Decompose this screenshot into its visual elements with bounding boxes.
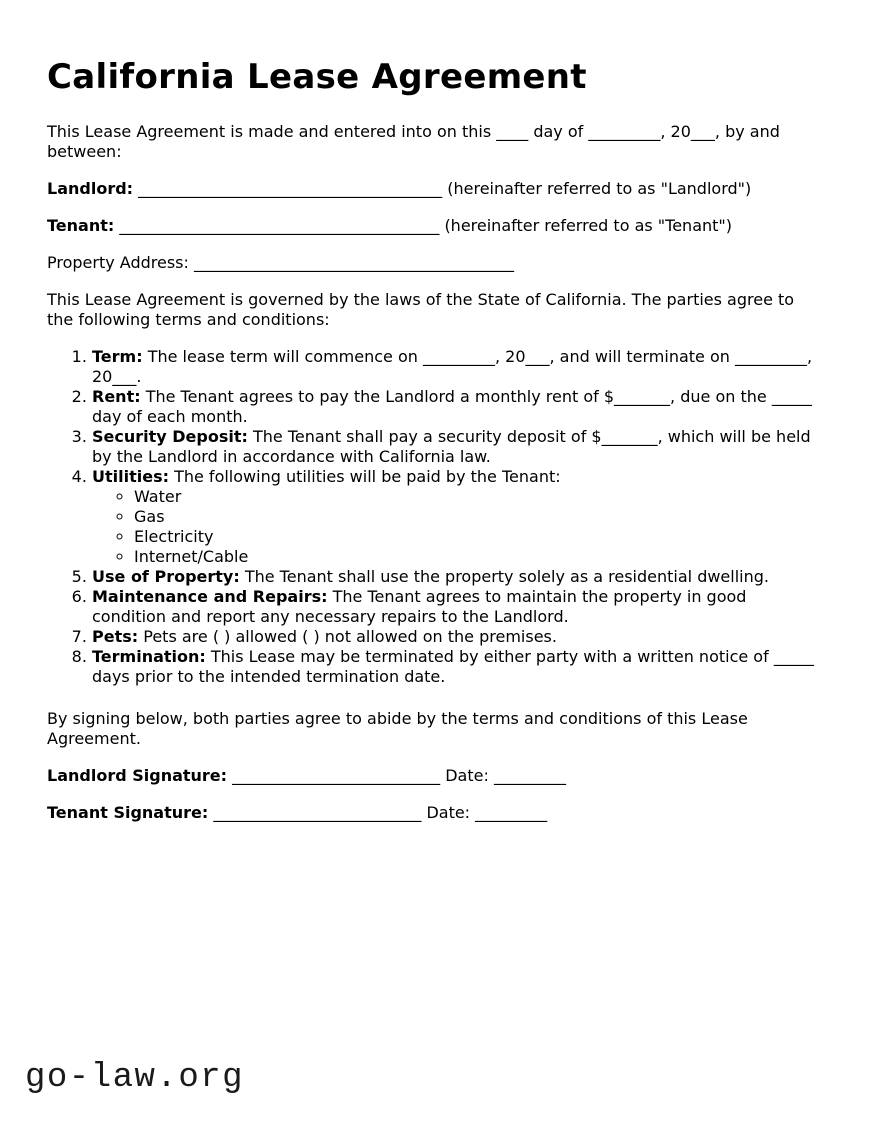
tenant-label: Tenant: bbox=[47, 216, 115, 235]
utility-item-gas: ◦ Gas bbox=[134, 507, 822, 527]
termination-text: This Lease may be terminated by either party with a written notice of _____ days prior to the intended termination date. bbox=[92, 647, 814, 686]
list-item-termination bbox=[92, 647, 822, 687]
term-label: Term: bbox=[92, 347, 143, 366]
landlord-blank-and-suffix: ______________________________________ (hereinafter referred to as "Landlord") bbox=[133, 179, 752, 198]
intro-paragraph: This Lease Agreement is made and entered into on this ____ day of _________, 20___, by and between: bbox=[47, 122, 780, 161]
use-of-property-label: Use of Property: bbox=[92, 567, 240, 586]
terms-list bbox=[47, 347, 822, 687]
list-item-security-deposit bbox=[92, 427, 822, 467]
landlord-signature-label: Landlord Signature: bbox=[47, 766, 228, 785]
list-item-pets bbox=[92, 627, 822, 647]
landlord-line bbox=[47, 179, 822, 199]
utility-item-water: ◦ Water bbox=[134, 487, 822, 507]
maintenance-label: Maintenance and Repairs: bbox=[92, 587, 328, 606]
security-deposit-label: Security Deposit: bbox=[92, 427, 248, 446]
maintenance-text: The Tenant agrees to maintain the property in good condition and report any necessary repairs to the Landlord. bbox=[92, 587, 747, 626]
rent-text: The Tenant agrees to pay the Landlord a monthly rent of $_______, due on the _____ day of each month. bbox=[92, 387, 812, 426]
footer-site-text: go-law.org bbox=[25, 1059, 245, 1097]
landlord-label: Landlord: bbox=[47, 179, 134, 198]
utilities-label: Utilities: bbox=[92, 467, 169, 486]
landlord-signature-line bbox=[47, 766, 822, 786]
pets-label: Pets: bbox=[92, 627, 139, 646]
utilities-list bbox=[92, 487, 822, 567]
use-of-property-text: The Tenant shall use the property solely as a residential dwelling. bbox=[239, 567, 769, 586]
utility-item-internet-cable: ◦ Internet/Cable bbox=[134, 547, 822, 567]
tenant-signature-label: Tenant Signature: bbox=[47, 803, 209, 822]
list-item-term bbox=[92, 347, 822, 387]
list-item-use-of-property bbox=[92, 567, 822, 587]
landlord-signature-blank: __________________________ Date: _________ bbox=[227, 766, 566, 785]
list-item-utilities bbox=[92, 467, 822, 567]
utility-item-electricity: ◦ Electricity bbox=[134, 527, 822, 547]
governing-paragraph: This Lease Agreement is governed by the laws of the State of California. The parties agree to the following terms and conditions: bbox=[47, 290, 795, 329]
property-address-line: Property Address: ________________________________________ bbox=[47, 253, 514, 272]
tenant-line bbox=[47, 216, 822, 236]
rent-label: Rent: bbox=[92, 387, 141, 406]
term-text: The lease term will commence on _________, 20___, and will terminate on _________, 20___. bbox=[92, 347, 813, 386]
pets-text: Pets are ( ) allowed ( ) not allowed on the premises. bbox=[138, 627, 557, 646]
document-title: California Lease Agreement bbox=[47, 57, 587, 97]
tenant-blank-and-suffix: ________________________________________ (hereinafter referred to as "Tenant") bbox=[114, 216, 733, 235]
closing-paragraph: By signing below, both parties agree to abide by the terms and conditions of this Lease Agreement. bbox=[47, 709, 748, 748]
security-deposit-text: The Tenant shall pay a security deposit of $_______, which will be held by the Landlord in accordance with California law. bbox=[92, 427, 811, 466]
utilities-text: The following utilities will be paid by the Tenant: bbox=[169, 467, 561, 486]
termination-label: Termination: bbox=[92, 647, 206, 666]
list-item-rent bbox=[92, 387, 822, 427]
tenant-signature-line bbox=[47, 803, 822, 823]
list-item-maintenance bbox=[92, 587, 822, 627]
tenant-signature-blank: __________________________ Date: _________ bbox=[208, 803, 548, 822]
